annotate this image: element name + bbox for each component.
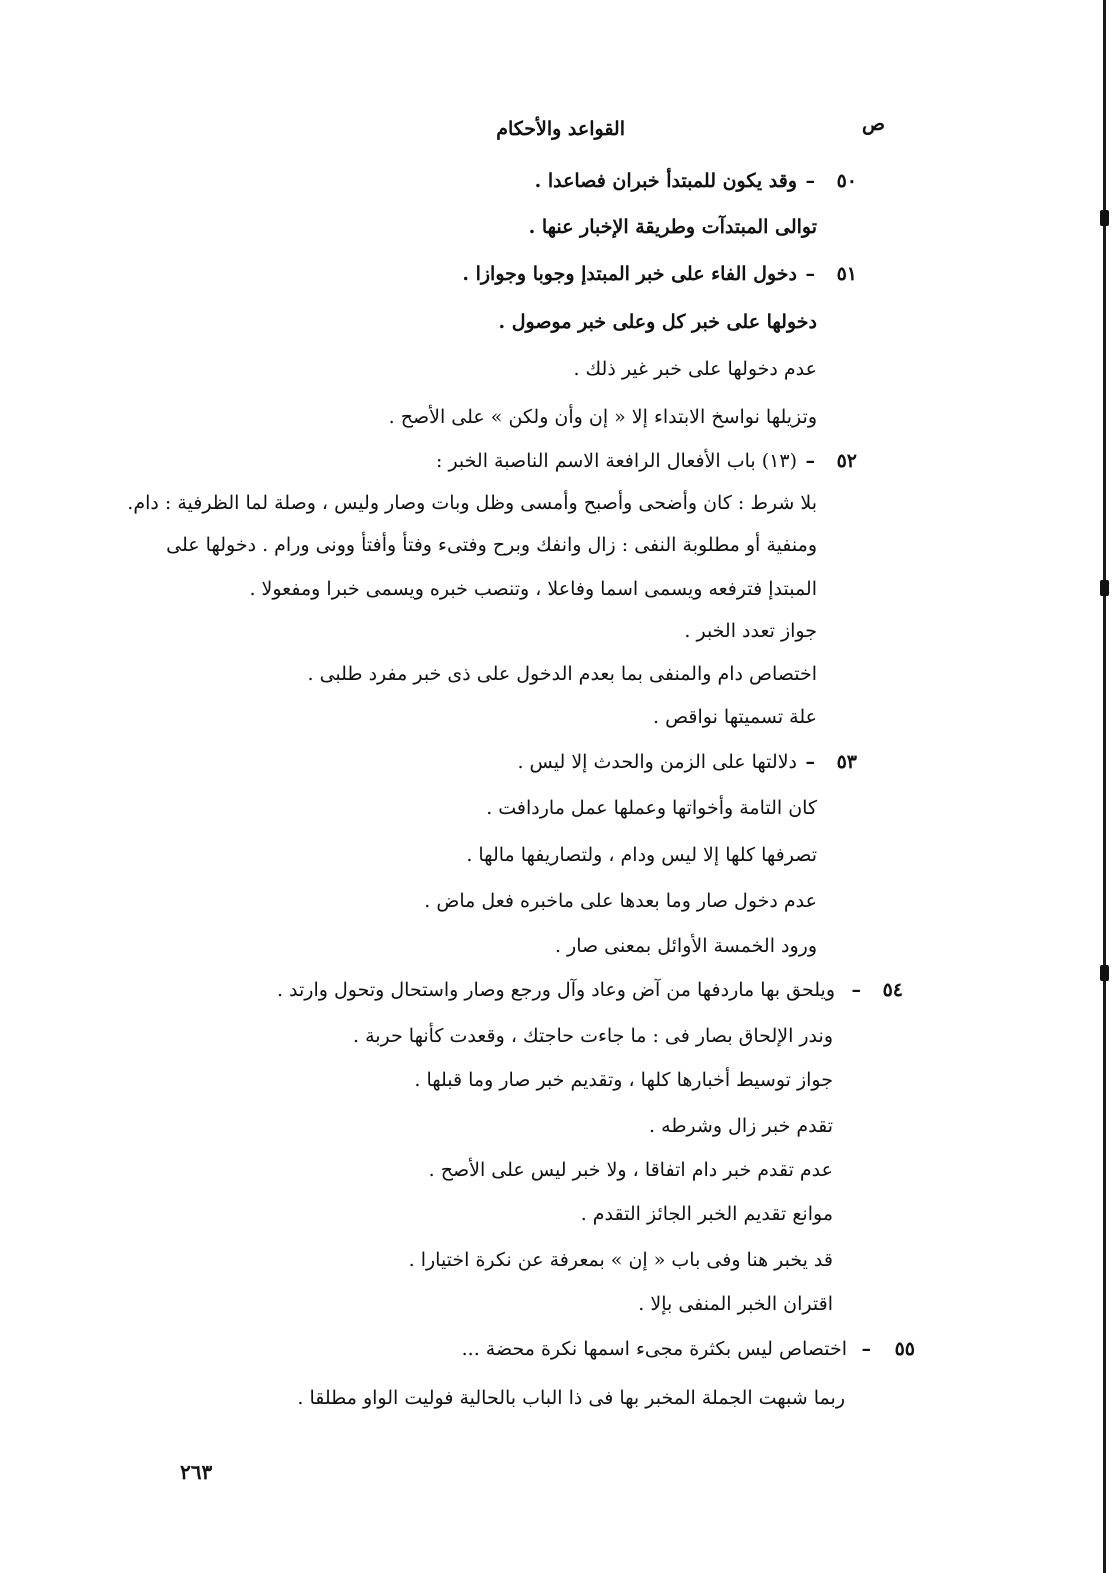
edge-mark <box>1100 210 1109 226</box>
edge-mark <box>1100 580 1109 596</box>
entry-dash: – <box>861 1338 871 1360</box>
header-page-column: ص <box>862 113 885 135</box>
entry-dash: – <box>805 170 815 192</box>
entry-number: ٥٥ <box>894 1338 915 1360</box>
rule-line: اختصاص ليس بكثرة مجىء اسمها نكرة محضة ... <box>461 1338 847 1360</box>
entry-dash: – <box>805 263 815 285</box>
header-rules-column: القواعد والأحكام <box>496 118 625 140</box>
rule-line: ورود الخمسة الأوائل بمعنى صار . <box>554 935 817 957</box>
rule-line: تصرفها كلها إلا ليس ودام ، ولتصاريفها مالها . <box>466 844 817 866</box>
page-number: ٢٦٣ <box>180 1460 213 1484</box>
rule-line: ويلحق بها ماردفها من آض وعاد وآل ورجع وصار واستحال وتحول وارتد . <box>276 979 835 1001</box>
rule-line: كان التامة وأخواتها وعملها عمل ماردافت . <box>486 797 817 819</box>
entry-number: ٥٢ <box>836 450 857 472</box>
rule-line: علة تسميتها نواقص . <box>653 706 817 728</box>
entry-dash: – <box>805 450 815 472</box>
rule-line: اقتران الخبر المنفى بإلا . <box>638 1293 833 1315</box>
rule-line: عدم دخول صار وما بعدها على ماخبره فعل ماض . <box>424 890 817 912</box>
entry-number: ٥١ <box>836 263 857 285</box>
rule-line: بلا شرط : كان وأضحى وأصبح وأمسى وظل وبات وصار وليس ، وصلة لما الظرفية : دام. <box>127 492 817 514</box>
rule-line: قد يخبر هنا وفى باب « إن » بمعرفة عن نكرة اختيارا . <box>408 1249 833 1271</box>
rule-line: موانع تقديم الخبر الجائز التقدم . <box>580 1203 833 1225</box>
rule-line: وقد يكون للمبتدأ خبران فصاعدا . <box>534 170 797 192</box>
entry-number: ٥٤ <box>882 979 903 1001</box>
rule-line: توالى المبتدآت وطريقة الإخبار عنها . <box>528 216 817 238</box>
page-edge-line <box>1103 0 1106 1573</box>
rule-line: عدم تقدم خبر دام اتفاقا ، ولا خبر ليس على الأصح . <box>428 1159 833 1181</box>
rule-line: جواز تعدد الخبر . <box>684 620 817 642</box>
rule-line: دخولها على خبر كل وعلى خبر موصول . <box>498 311 817 333</box>
rule-line: اختصاص دام والمنفى بما بعدم الدخول على ذى خبر مفرد طلبى . <box>307 663 817 685</box>
entry-dash: – <box>805 751 815 773</box>
rule-line: ومنفية أو مطلوبة النفى : زال وانفك وبرح وفتىء وفتأ وأفتأ وونى ورام . دخولها على <box>166 534 817 556</box>
rule-line: تقدم خبر زال وشرطه . <box>649 1115 833 1137</box>
rule-line: دلالتها على الزمن والحدث إلا ليس . <box>517 751 797 773</box>
rule-line: عدم دخولها على خبر غير ذلك . <box>573 358 817 380</box>
entry-number: ٥٠ <box>836 170 857 192</box>
entry-number: ٥٣ <box>836 751 857 773</box>
edge-mark <box>1100 965 1109 981</box>
rule-line: دخول الفاء على خبر المبتدإ وجوبا وجوازا . <box>462 263 797 285</box>
rule-line: (١٣) باب الأفعال الرافعة الاسم الناصبة الخبر : <box>436 450 797 472</box>
entry-dash: – <box>851 979 861 1001</box>
rule-line: ربما شبهت الجملة المخبر بها فى ذا الباب بالحالية فوليت الواو مطلقا . <box>297 1387 845 1409</box>
rule-line: وتزيلها نواسخ الابتداء إلا « إن وأن ولكن » على الأصح . <box>388 406 817 428</box>
rule-line: المبتدإ فترفعه ويسمى اسما وفاعلا ، وتنصب خبره ويسمى خبرا ومفعولا . <box>249 578 817 600</box>
rule-line: وندر الإلحاق بصار فى : ما جاءت حاجتك ، وقعدت كأنها حربة . <box>352 1025 833 1047</box>
rule-line: جواز توسيط أخبارها كلها ، وتقديم خبر صار وما قبلها . <box>414 1069 833 1091</box>
